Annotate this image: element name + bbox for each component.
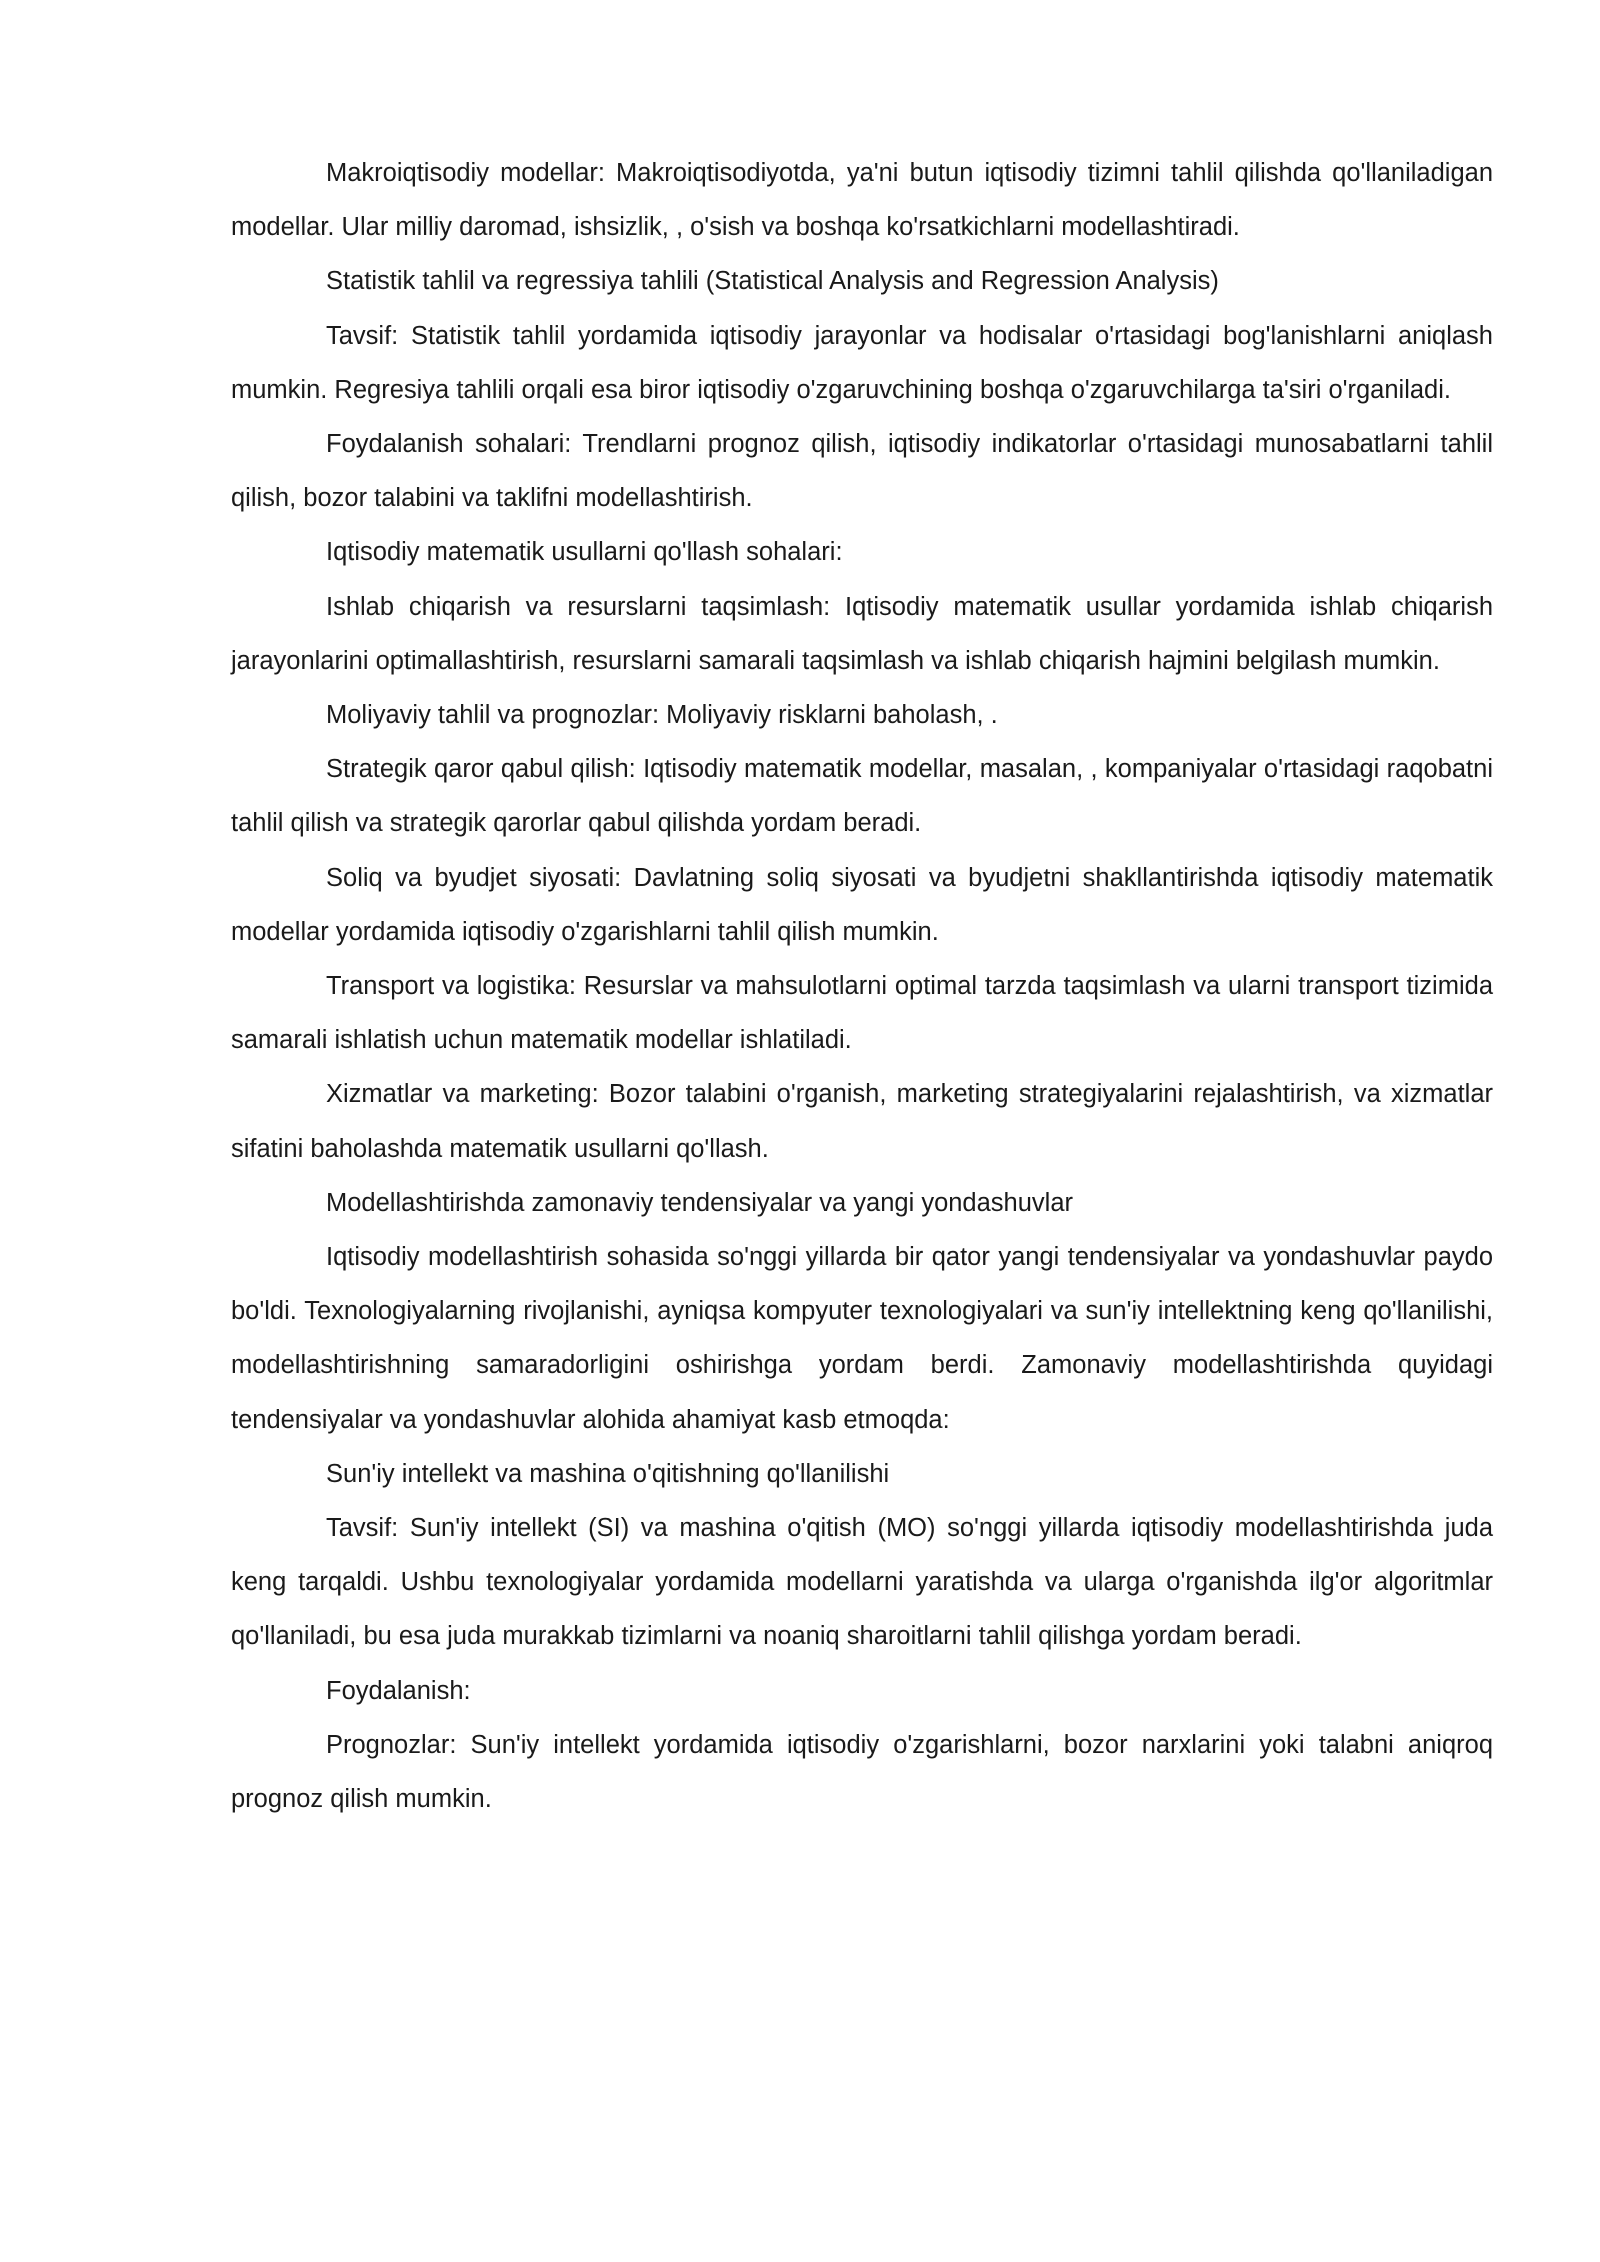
paragraph-strategy: Strategik qaror qabul qilish: Iqtisodiy matematik modellar, masalan, , kompaniyalar o'rtasidagi raqobatni tahlil qilish va strategik qarorlar qabul qilishda yordam beradi. <box>231 755 1493 838</box>
document-body <box>231 146 1493 1826</box>
paragraph-statistical-description: Tavsif: Statistik tahlil yordamida iqtisodiy jarayonlar va hodisalar o'rtasidagi bog'lanishlarni aniqlash mumkin. Regresiya tahlili orqali esa biror iqtisodiy o'zgaruvchining boshqa o'zgaruvchilarga ta'siri o'rganiladi. <box>231 321 1493 404</box>
paragraph-finance: Moliyaviy tahlil va prognozlar: Moliyaviy risklarni baholash, . <box>326 701 998 730</box>
paragraph-heading-ai-ml: Sun'iy intellekt va mashina o'qitishning qo'llanilishi <box>326 1459 890 1488</box>
paragraph-marketing: Xizmatlar va marketing: Bozor talabini o'rganish, marketing strategiyalarini rejalashtirish, va xizmatlar sifatini baholashda matematik usullarni qo'llash. <box>231 1080 1493 1163</box>
paragraph-tax-budget: Soliq va byudjet siyosati: Davlatning soliq siyosati va byudjetni shakllantirishda iqtisodiy matematik modellar yordamida iqtisodiy o'zgarishlarni tahlil qilish mumkin. <box>231 863 1493 946</box>
paragraph-transport: Transport va logistika: Resurslar va mahsulotlarni optimal tarzda taqsimlash va ularni transport tizimida samarali ishlatish uchun matematik modellar ishlatiladi. <box>231 972 1493 1055</box>
paragraph-heading-application-areas: Iqtisodiy matematik usullarni qo'llash sohalari: <box>326 538 843 567</box>
paragraph-usage-label: Foydalanish: <box>326 1676 471 1705</box>
paragraph-ai-description: Tavsif: Sun'iy intellekt (SI) va mashina o'qitish (MO) so'nggi yillarda iqtisodiy modellashtirishda juda keng tarqaldi. Ushbu texnologiyalar yordamida modellarni yaratishda va ularga o'rganishda ilg'or algoritmlar qo'llaniladi, bu esa juda murakkab tizimlarni va noaniq sharoitlarni tahlil qilishga yordam beradi. <box>231 1514 1493 1651</box>
paragraph-modern-trends: Iqtisodiy modellashtirish sohasida so'nggi yillarda bir qator yangi tendensiyalar va yondashuvlar paydo bo'ldi. Texnologiyalarning rivojlanishi, ayniqsa kompyuter texnologiyalari va sun'iy intellektning keng qo'llanilishi, modellashtirishning samaradorligini oshirishga yordam berdi. Zamonaviy modellashtirishda quyidagi tendensiyalar va yondashuvlar alohida ahamiyat kasb etmoqda: <box>231 1243 1493 1434</box>
paragraph-heading-modern-trends: Modellashtirishda zamonaviy tendensiyalar va yangi yondashuvlar <box>326 1188 1073 1217</box>
paragraph-statistical-usage: Foydalanish sohalari: Trendlarni prognoz qilish, iqtisodiy indikatorlar o'rtasidagi munosabatlarni tahlil qilish, bozor talabini va taklifni modellashtirish. <box>231 430 1493 513</box>
paragraph-macro-models: Makroiqtisodiy modellar: Makroiqtisodiyotda, ya'ni butun iqtisodiy tizimni tahlil qilishda qo'llaniladigan modellar. Ular milliy daromad, ishsizlik, , o'sish va boshqa ko'rsatkichlarni modellashtiradi. <box>231 159 1493 242</box>
paragraph-forecasts: Prognozlar: Sun'iy intellekt yordamida iqtisodiy o'zgarishlarni, bozor narxlarini yoki talabni aniqroq prognoz qilish mumkin. <box>231 1730 1493 1814</box>
paragraph-production: Ishlab chiqarish va resurslarni taqsimlash: Iqtisodiy matematik usullar yordamida ishlab chiqarish jarayonlarini optimallashtirish, resurslarni samarali taqsimlash va ishlab chiqarish hajmini belgilash mumkin. <box>231 592 1493 675</box>
paragraph-heading-statistical-analysis: Statistik tahlil va regressiya tahlili (Statistical Analysis and Regression Analysis) <box>326 267 1219 296</box>
